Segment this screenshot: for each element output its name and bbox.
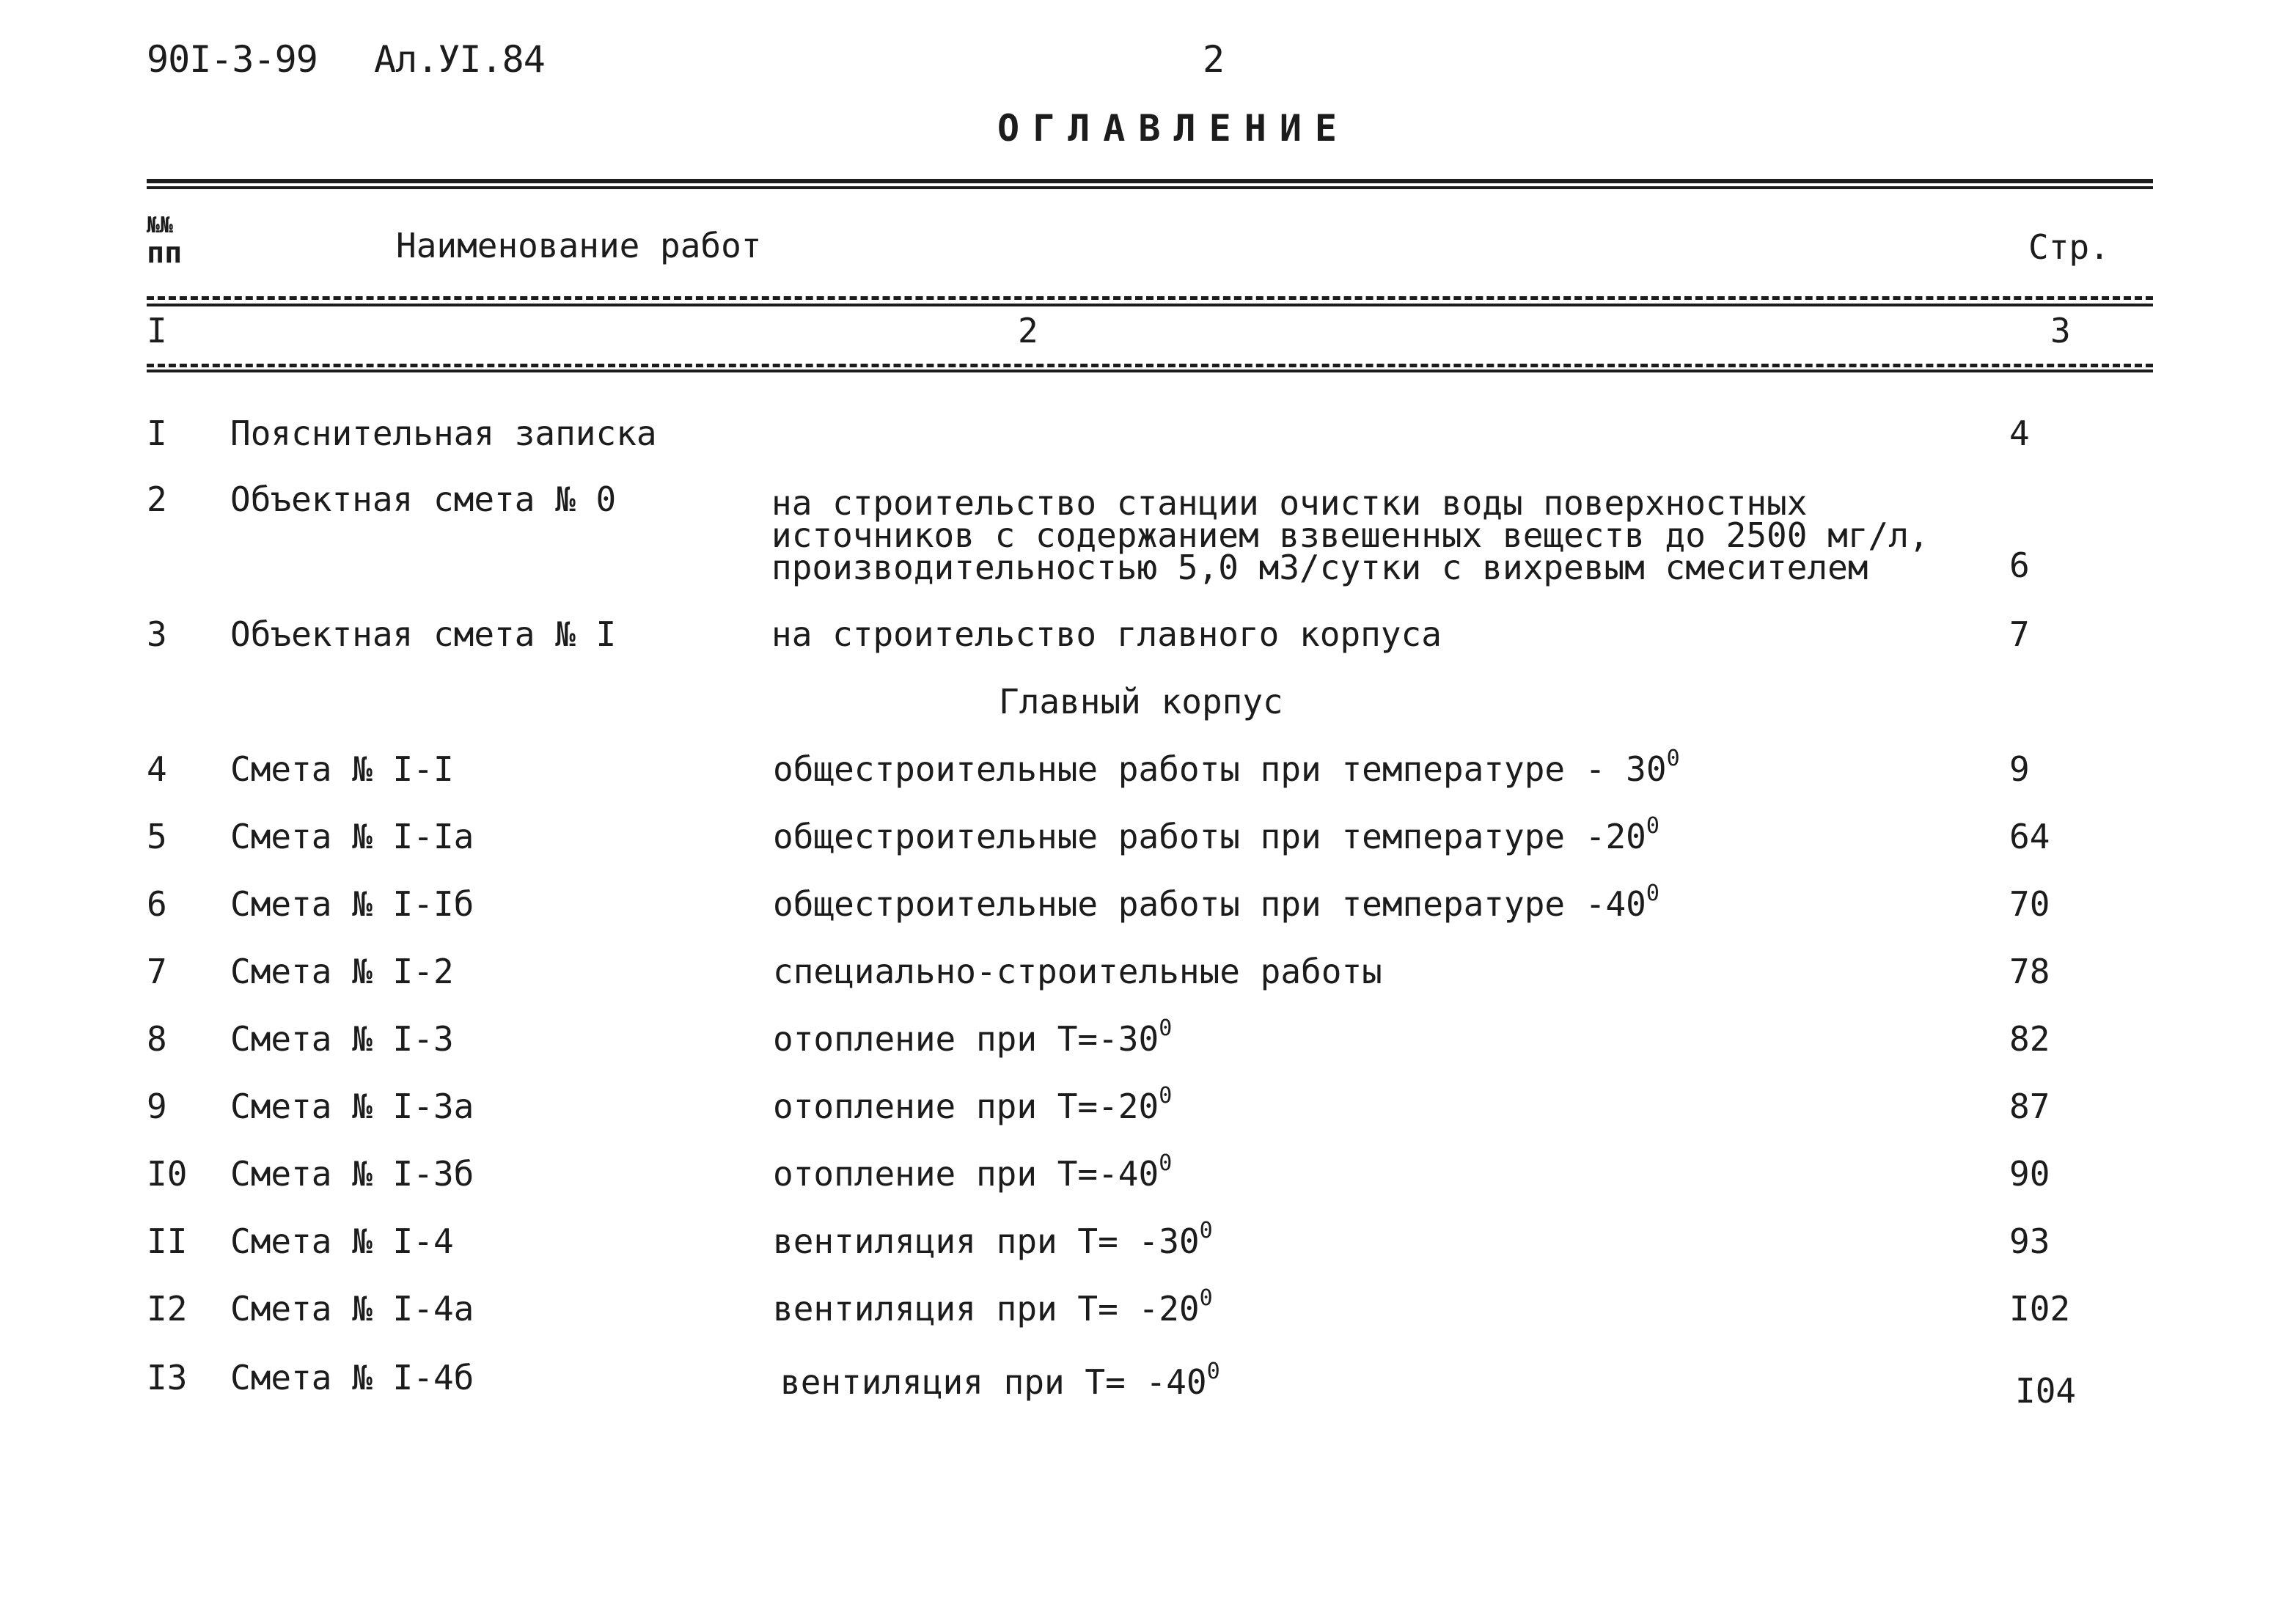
- row-description-text: вентиляция при Т= -20: [773, 1289, 1200, 1329]
- row-num: 2: [147, 480, 167, 519]
- row-page: 78: [2009, 952, 2050, 991]
- row-name: Смета № I-3: [230, 1019, 454, 1059]
- row-page: 64: [2009, 817, 2050, 856]
- row-name: Смета № I-4: [230, 1221, 454, 1261]
- row-description: [773, 1150, 1173, 1194]
- row-page: 7: [2009, 614, 2030, 654]
- row-num: 8: [147, 1019, 167, 1059]
- row-page: 93: [2009, 1221, 2050, 1261]
- row-page: 90: [2009, 1154, 2050, 1194]
- row-page: 70: [2009, 884, 2050, 924]
- row-description-text: отопление при Т=-30: [773, 1019, 1159, 1059]
- column-header-num-line1: №№: [147, 213, 174, 238]
- column-header-num: [147, 214, 182, 268]
- page-number: 2: [1203, 38, 1225, 81]
- column-header-num-line2: пп: [147, 235, 183, 270]
- row-name: Смета № I-Iб: [230, 884, 474, 924]
- header-divider: [147, 296, 2153, 300]
- row-description-text: отопление при Т=-40: [773, 1154, 1159, 1194]
- row-description: [773, 1218, 1213, 1261]
- row-num: I3: [147, 1358, 188, 1397]
- degree-mark: 0: [1159, 1083, 1173, 1109]
- column-numbers-divider-2: [147, 370, 2153, 372]
- row-description: на строительство главного корпуса: [771, 614, 1442, 654]
- row-description: специально-строительные работы: [773, 952, 1382, 991]
- row-name: Смета № I-3б: [230, 1154, 474, 1194]
- album-code: Ал.УI.84: [374, 38, 545, 81]
- row-num: 6: [147, 884, 167, 924]
- row-name: Объектная смета № 0: [230, 480, 617, 519]
- column-header-page: Стр.: [2028, 227, 2110, 267]
- row-name: Смета № I-3а: [230, 1087, 474, 1126]
- row-description-text: вентиляция при Т= -40: [780, 1362, 1207, 1402]
- row-page: 4: [2009, 414, 2030, 453]
- row-description-line2: источников с содержанием взвешенных веществ до 2500 мг/л,: [771, 515, 1929, 555]
- section-heading: Главный корпус: [999, 682, 1283, 721]
- degree-mark: 0: [1199, 1218, 1213, 1243]
- row-page: 87: [2009, 1087, 2050, 1126]
- row-description-text: общестроительные работы при температуре - 30: [773, 749, 1667, 789]
- row-description: [773, 746, 1680, 789]
- column-number-2: 2: [1018, 311, 1038, 350]
- row-description-text: общестроительные работы при температуре -20: [773, 817, 1646, 856]
- row-num: 5: [147, 817, 167, 856]
- row-num: 4: [147, 749, 167, 789]
- degree-mark: 0: [1646, 881, 1659, 906]
- row-name: Смета № I-I: [230, 749, 454, 789]
- row-description: [773, 1015, 1173, 1059]
- row-page: I02: [2009, 1289, 2071, 1329]
- row-description: [780, 1359, 1220, 1402]
- degree-mark: 0: [1159, 1015, 1173, 1041]
- document-code: 90I-3-99: [147, 38, 318, 81]
- degree-mark: 0: [1159, 1150, 1173, 1176]
- row-num: I0: [147, 1154, 188, 1194]
- row-page: 6: [2009, 545, 2030, 585]
- row-description-text: общестроительные работы при температуре -40: [773, 884, 1646, 924]
- row-name: Смета № I-2: [230, 952, 454, 991]
- row-description: [773, 881, 1659, 924]
- row-num: 7: [147, 952, 167, 991]
- row-page: 9: [2009, 749, 2030, 789]
- row-description: [773, 813, 1659, 856]
- table-top-rule: [147, 179, 2153, 183]
- header-divider-2: [147, 304, 2153, 306]
- row-description-text: отопление при Т=-20: [773, 1087, 1159, 1126]
- column-number-3: 3: [2050, 311, 2071, 350]
- page-title: ОГЛАВЛЕНИЕ: [997, 107, 1351, 150]
- row-description: [773, 1083, 1173, 1126]
- row-num: 9: [147, 1087, 167, 1126]
- degree-mark: 0: [1199, 1285, 1213, 1311]
- degree-mark: 0: [1206, 1359, 1220, 1384]
- row-num: II: [147, 1221, 188, 1261]
- column-numbers-divider: [147, 364, 2153, 367]
- row-name: Смета № I-Iа: [230, 817, 474, 856]
- degree-mark: 0: [1646, 813, 1659, 839]
- row-description-text: вентиляция при Т= -30: [773, 1221, 1200, 1261]
- row-page: 82: [2009, 1019, 2050, 1059]
- row-name: Объектная смета № I: [230, 614, 617, 654]
- row-num: 3: [147, 614, 167, 654]
- column-number-1: I: [147, 311, 167, 350]
- row-name: Смета № I-4а: [230, 1289, 474, 1329]
- degree-mark: 0: [1666, 746, 1680, 771]
- row-description-line1: на строительство станции очистки воды поверхностных: [771, 483, 1808, 523]
- row-description: [773, 1285, 1213, 1329]
- row-name: Смета № I-4б: [230, 1358, 474, 1397]
- row-name: Пояснительная записка: [230, 414, 657, 453]
- row-page: I04: [2015, 1371, 2077, 1411]
- row-description-line3: производительностью 5,0 м3/сутки с вихревым смесителем: [771, 548, 1868, 587]
- row-num: I2: [147, 1289, 188, 1329]
- column-header-name: Наименование работ: [396, 226, 762, 265]
- row-num: I: [147, 414, 167, 453]
- table-top-rule-2: [147, 186, 2153, 189]
